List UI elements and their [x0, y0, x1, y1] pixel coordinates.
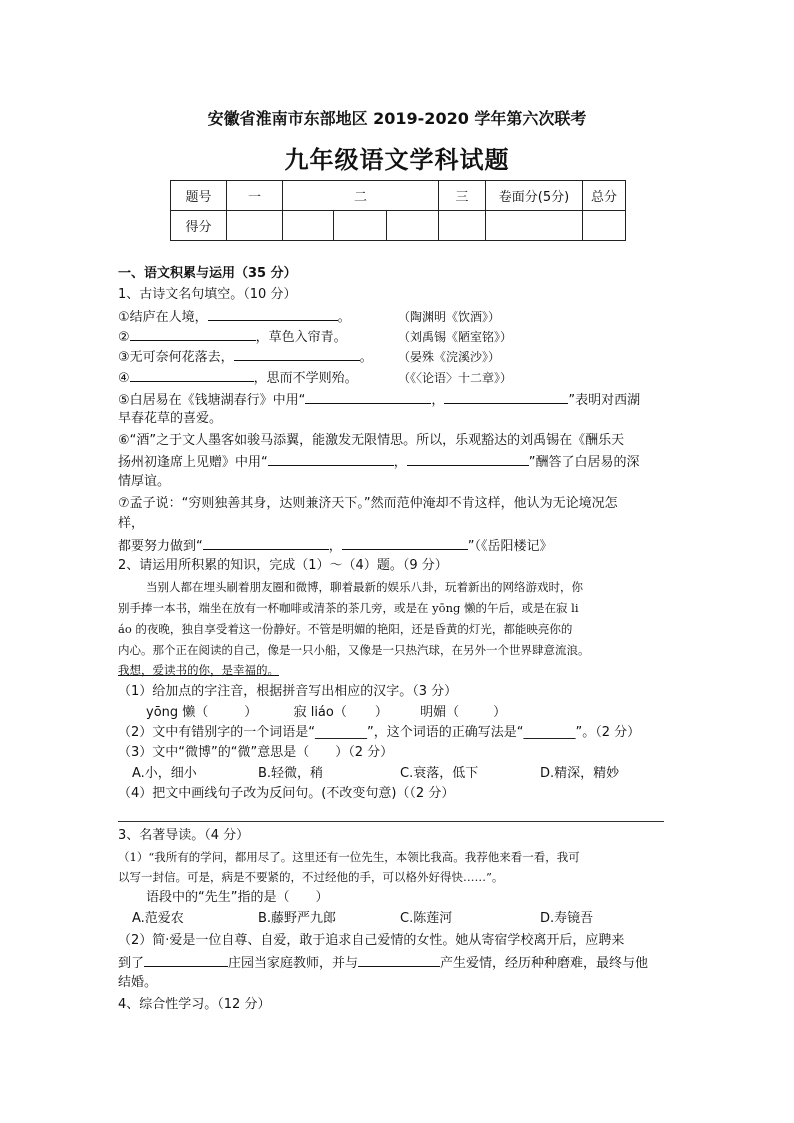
answer-blank[interactable]: [268, 451, 394, 466]
score-field[interactable]: [227, 211, 283, 241]
q1-item-3: [118, 346, 373, 368]
answer-blank[interactable]: [305, 389, 431, 404]
q3-sub2-text: 产生爱情，经历种种磨难，最终与他: [440, 956, 649, 971]
q1-item-2: [118, 326, 347, 348]
q1-item-4-text: ④: [118, 371, 130, 386]
passage-line: áo 的夜晚，独自享受着这一份静好。不管是明媚的艳阳，还是昏黄的灯光，都能映亮你的: [118, 622, 573, 636]
q1-item-6-text: 扬州初逢席上见赠》中用“: [118, 455, 268, 470]
option-d[interactable]: D.精深，精妙: [540, 766, 620, 781]
q2-sub-1: （1）给加点的字注音，根据拼音写出相应的汉字。（3 分）: [118, 684, 458, 699]
q1-item-1-source: （陶渊明《饮酒》）: [398, 310, 501, 324]
cell-question-no: 题号: [171, 181, 227, 211]
answer-line[interactable]: [118, 821, 664, 822]
q3-question: 语段中的“先生”指的是（ ）: [146, 890, 329, 905]
question-1-title: 1、古诗文名句填空。（10 分）: [118, 287, 297, 302]
q1-item-4-source: （《〈论语〉十二章》）: [398, 371, 513, 385]
q3-options: [132, 909, 593, 929]
answer-blank[interactable]: [130, 326, 256, 341]
option-c[interactable]: C.陈莲河: [400, 911, 453, 926]
passage-line: 当别人都在埋头刷着朋友圈和微博，聊着最新的娱乐八卦，玩着新出的网络游戏时，你: [146, 580, 583, 594]
q1-item-1-end: 。: [337, 310, 351, 325]
q1-item-7-sep: ，: [328, 539, 342, 554]
q1-item-5-text: ⑤白居易在《钱塘湖春行》中用“: [118, 393, 306, 408]
option-a[interactable]: A.范爱农: [132, 911, 184, 926]
cell-neatness: 卷面分(5分): [486, 181, 583, 211]
option-b[interactable]: B.藤野严九郎: [258, 911, 337, 926]
q1-item-4-end: ，思而不学则殆。: [253, 371, 358, 386]
q2-sub-1-items: [146, 703, 506, 723]
q2-sub1-item-close: ）: [493, 705, 507, 720]
q3-sub-2: （2）简·爱是一位自尊、自爱，敢于追求自己爱情的女性。她从寄宿学校离开后，应聘来: [118, 933, 625, 948]
answer-blank[interactable]: [144, 952, 228, 967]
q1-item-5-cont: 早春花草的喜爱。: [118, 411, 223, 426]
score-table: [170, 180, 626, 241]
q2-sub1-item-close: ）: [244, 705, 258, 720]
cell-part-1: 一: [227, 181, 283, 211]
q1-item-5-end: ”表明对西湖: [568, 393, 641, 408]
section-heading: 一、语文积累与运用（35 分）: [118, 266, 297, 281]
q1-item-5-sep: ，: [431, 393, 445, 408]
cell-part-3: 三: [439, 181, 486, 211]
q1-item-6: ⑥“酒”之于文人墨客如骏马添翼，能激发无限情思。所以，乐观豁达的刘禹锡在《酬乐天: [118, 433, 625, 448]
q3-quote-line: 以写一封信。可是，病是不要紧的，不过经他的手，可以格外好得快……”。: [118, 870, 504, 884]
q1-item-4: [118, 367, 358, 389]
answer-blank[interactable]: [444, 389, 568, 404]
q3-sub2-text: 庄园当家庭教师，并与: [228, 956, 359, 971]
q1-item-7: ⑦孟子说：“穷则独善其身，达则兼济天下。”然而范仲淹却不肯这样，他认为无论境况怎: [118, 496, 618, 511]
option-a[interactable]: A.小，细小: [132, 766, 197, 781]
score-table-header-row: [171, 181, 626, 211]
cell-score-label: 得分: [171, 211, 227, 241]
q2-sub-4: （4）把文中画线句子改为反问句。(不改变句意)（（2 分）: [118, 786, 455, 801]
q3-sub-2-cont: [118, 952, 648, 974]
q1-item-7-cont: 样，: [118, 516, 145, 531]
passage-line: 别手捧一本书，端坐在放有一杯咖啡或清茶的茶几旁，或是在 yōng 懒的午后，或是在寂 li: [118, 601, 579, 615]
q2-sub-3: （3）文中“微博”的“微”意思是（ ）（2 分）: [118, 745, 394, 760]
q1-item-6-cont2: 情厚谊。: [118, 474, 171, 489]
q2-sub-2: （2）文中有错别字的一个词语是“________”，这个词语的正确写法是“________”。（2 分）: [118, 725, 641, 740]
score-field[interactable]: [583, 211, 626, 241]
q1-item-7-text: 都要努力做到“: [118, 539, 203, 554]
q1-item-2-source: （刘禹锡《陋室铭》）: [398, 330, 513, 344]
option-b[interactable]: B.轻微，稍: [258, 766, 324, 781]
q1-item-7-end: ”（《岳阳楼记》: [467, 539, 553, 554]
q2-sub1-item-label: 寂 liáo（: [293, 705, 347, 720]
q1-item-6-end: ”酬答了白居易的深: [528, 455, 640, 470]
score-field[interactable]: [283, 211, 334, 241]
question-4-title: 4、综合性学习。（12 分）: [118, 997, 271, 1012]
score-table-score-row: [171, 211, 626, 241]
score-field[interactable]: [387, 211, 439, 241]
option-c[interactable]: C.衰落，低下: [400, 766, 479, 781]
passage-line: 内心。那个正在阅读的自己，像是一只小船，又像是一只热汽球，在另外一个世界肆意流浪。: [118, 643, 590, 657]
q1-item-2-text: ②: [118, 330, 130, 345]
answer-blank[interactable]: [358, 952, 440, 967]
answer-blank[interactable]: [234, 346, 360, 361]
exam-subject-title: 九年级语文学科试题: [284, 146, 510, 174]
cell-total: 总分: [583, 181, 626, 211]
answer-blank[interactable]: [342, 535, 468, 550]
cell-part-2: 二: [283, 181, 439, 211]
q1-item-3-end: 。: [359, 350, 373, 365]
question-2-title: 2、请运用所积累的知识，完成（1）～（4）题。（9 分）: [118, 558, 448, 573]
q1-item-1: [118, 306, 351, 328]
q2-sub1-item-label: 明媚（: [420, 705, 460, 720]
q1-item-2-end: ，草色入帘青。: [255, 330, 347, 345]
q1-item-6-cont: [118, 451, 640, 473]
q3-sub-2-cont2: 结婚。: [118, 975, 158, 990]
exam-header-title: 安徽省淮南市东部地区 2019-2020 学年第六次联考: [207, 109, 587, 128]
score-field[interactable]: [334, 211, 387, 241]
option-d[interactable]: D.寿镜吾: [540, 911, 594, 926]
question-3-title: 3、名著导读。（4 分）: [118, 828, 250, 843]
answer-blank[interactable]: [130, 367, 254, 382]
score-field[interactable]: [439, 211, 486, 241]
q1-item-3-source: （晏殊《浣溪沙》）: [398, 350, 501, 364]
q3-sub2-text: 到了: [118, 956, 145, 971]
q1-item-3-text: ③无可奈何花落去，: [118, 350, 234, 365]
answer-blank[interactable]: [208, 306, 338, 321]
q3-quote-line: （1）“我所有的学问，都用尽了。这里还有一位先生，本领比我高。我荐他来看一看，我可: [118, 850, 580, 864]
score-field[interactable]: [486, 211, 583, 241]
q1-item-6-sep: ，: [393, 455, 407, 470]
q1-item-7-cont2: [118, 535, 553, 557]
passage-underlined-sentence: 我想，爱读书的你，是幸福的。: [118, 663, 279, 677]
q2-sub1-item-close: ）: [374, 705, 388, 720]
q2-sub-3-options: [132, 764, 619, 784]
q1-item-1-text: ①结庐在人境，: [118, 310, 208, 325]
q2-sub1-item-label: yōng 懒（: [146, 705, 209, 720]
answer-blank[interactable]: [203, 535, 329, 550]
answer-blank[interactable]: [407, 451, 529, 466]
q1-item-5: [118, 389, 640, 411]
